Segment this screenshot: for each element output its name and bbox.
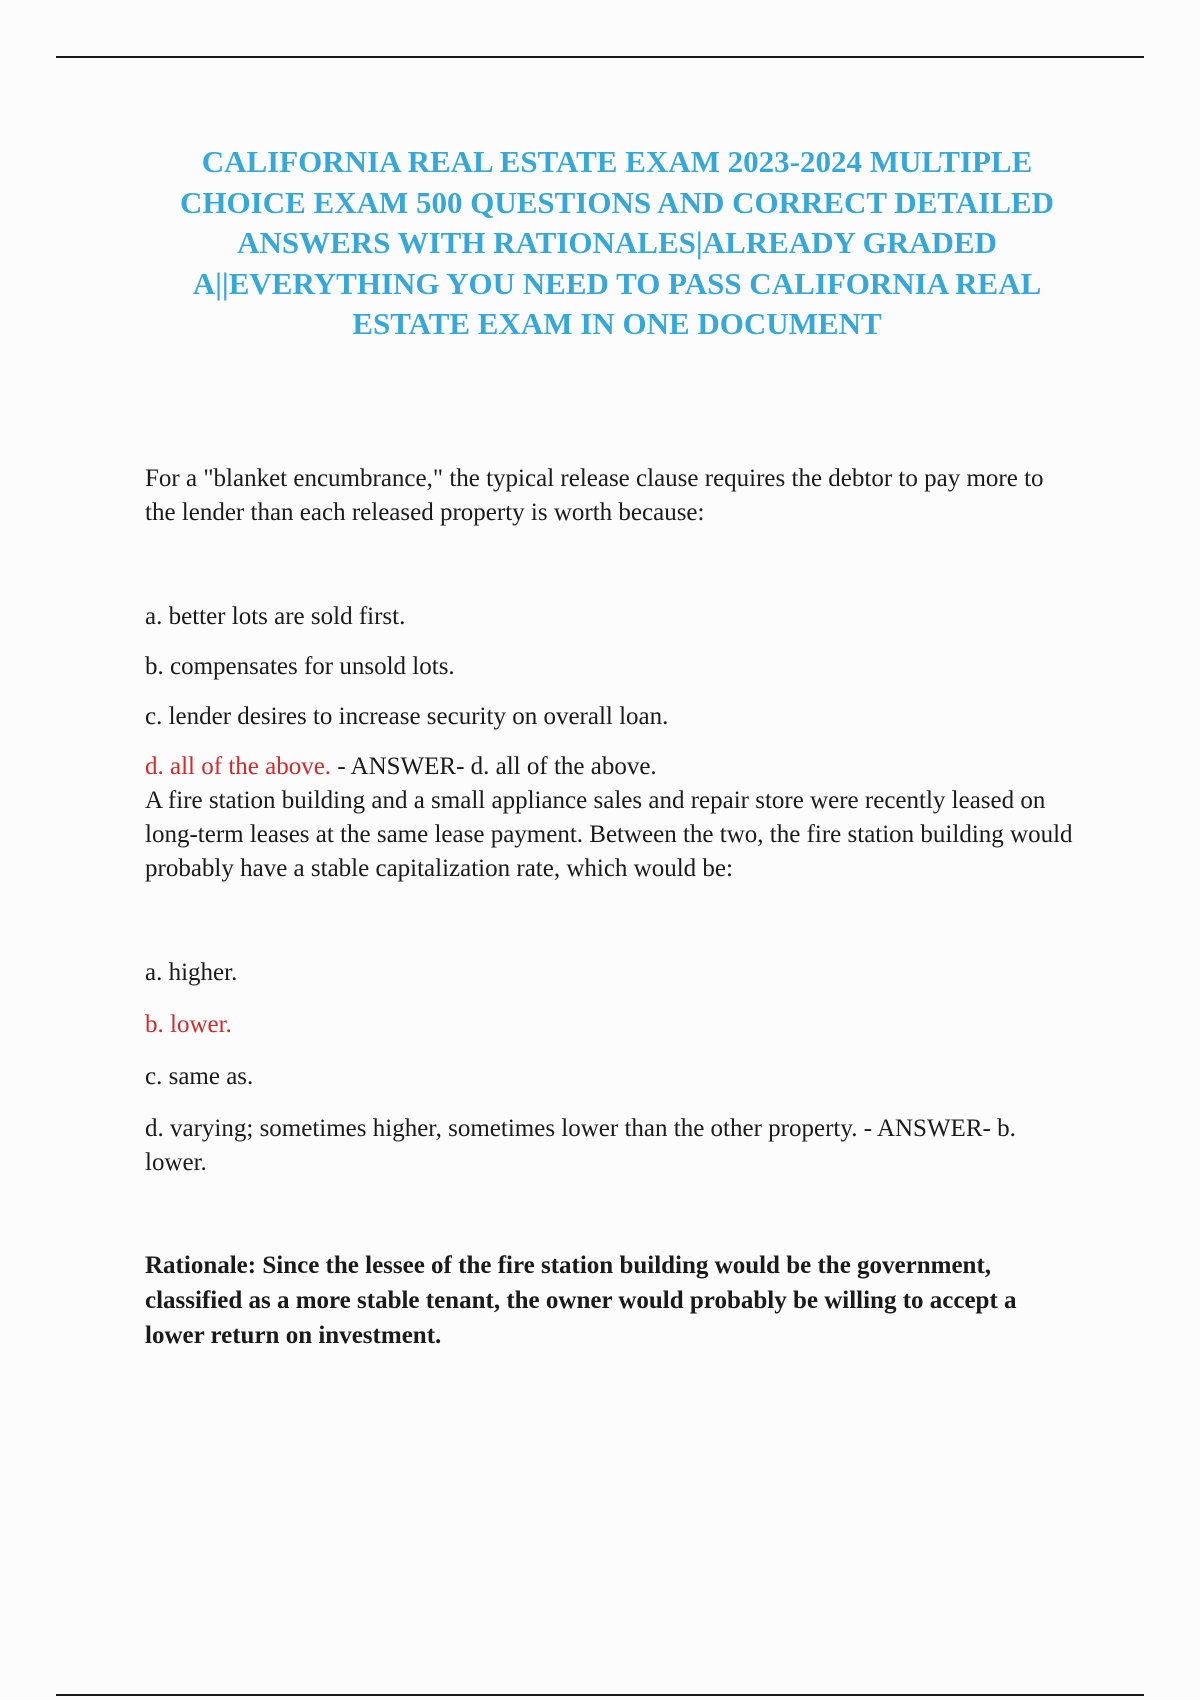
question-2-option-c: c. same as. [145,1063,254,1090]
question-1-text: For a "blanket encumbrance," the typical release clause requires the debtor to pay more to the lender than each released property is worth because: [145,465,1044,526]
footer-rule [56,1694,1144,1696]
header-rule [56,56,1144,58]
question-1-option-b: b. compensates for unsold lots. [145,653,455,680]
question-2-option-d [145,1112,1080,1180]
question-1-option-a: a. better lots are sold first. [145,603,406,630]
question-1-option-c: c. lender desires to increase security on overall loan. [145,703,669,730]
question-1-options [145,600,1080,784]
question-2-options [145,956,1080,1180]
question-2-option-a: a. higher. [145,959,238,986]
question-1-option-d [145,750,1080,784]
question-2-option-b: b. lower. [145,1011,232,1038]
document-title: CALIFORNIA REAL ESTATE EXAM 2023-2024 MULTIPLE CHOICE EXAM 500 QUESTIONS AND CORRECT DETAILED ANSWERS WITH RATIONALES|ALREADY GRADED A||EVERYTHING YOU NEED TO PASS CALIFORNIA REAL ESTATE EXAM IN ONE DOCUMENT [180,144,1054,341]
question-2-option-d-text: d. varying; sometimes higher, sometimes lower than the other property. [145,1115,858,1142]
question-1-answer: - ANSWER- d. all of the above. [331,753,657,780]
question-1-correct-option: d. all of the above. [145,753,332,780]
question-2-rationale: Rationale: Since the lessee of the fire station building would be the government, classified as a more stable tenant, the owner would probably be willing to accept a lower return on investment. [145,1252,1017,1349]
question-content [145,462,1080,1353]
question-2-answer: - ANSWER- b. lower. [145,1115,1016,1176]
question-2-text: A fire station building and a small appliance sales and repair store were recently leased on long-term leases at the same lease payment. Between the two, the fire station building would probably have a stable capitalization rate, which would be: [145,787,1073,882]
